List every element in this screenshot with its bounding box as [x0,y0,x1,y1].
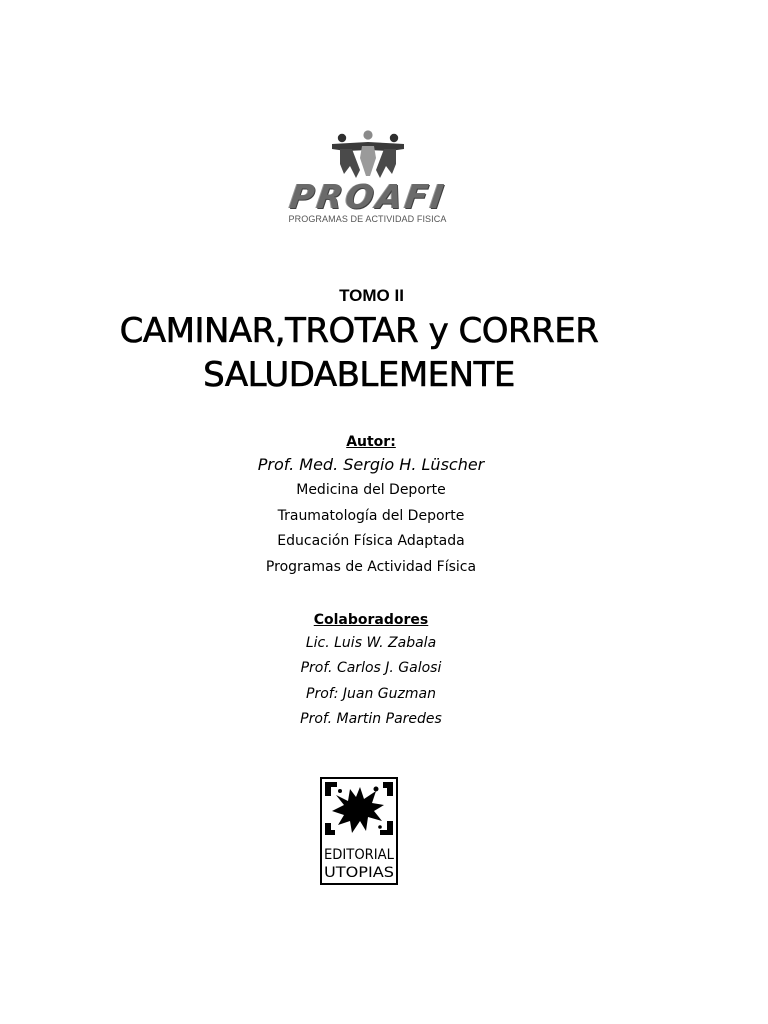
collaborator-item: Lic. Luis W. Zabala [305,635,437,651]
book-title [0,309,718,397]
people-figures-icon [330,130,406,180]
publisher-line-1: EDITORIAL [324,847,395,863]
author-name: Prof. Med. Sergio H. Lüscher [257,455,485,474]
title-line-2: SALUDABLEMENTE [203,355,515,395]
collaborators-label: Colaboradores [313,612,429,628]
publisher-line-2: UTOPIAS [324,865,395,881]
proafi-tagline: PROGRAMAS DE ACTIVIDAD FISICA [288,214,447,224]
specialty-item: Medicina del Deporte [296,482,446,498]
collaborator-item: Prof. Carlos J. Galosi [300,660,442,677]
collaborators-section [0,609,742,732]
author-label: Autor: [346,434,396,450]
title-line-1: CAMINAR,TROTAR y CORRER [119,311,599,351]
volume-label: TOMO II [339,286,404,305]
collaborator-item: Prof. Martin Paredes [300,710,442,727]
editorial-utopias-logo [320,777,398,885]
proafi-wordmark: PROAFI [287,177,449,216]
author-section [0,432,742,580]
collaborator-item: Prof: Juan Guzman [306,685,436,702]
specialty-item: Educación Física Adaptada [277,533,465,549]
specialty-item: Traumatología del Deporte [277,507,465,524]
proafi-logo [280,130,455,228]
specialty-item: Programas de Actividad Física [265,558,477,575]
